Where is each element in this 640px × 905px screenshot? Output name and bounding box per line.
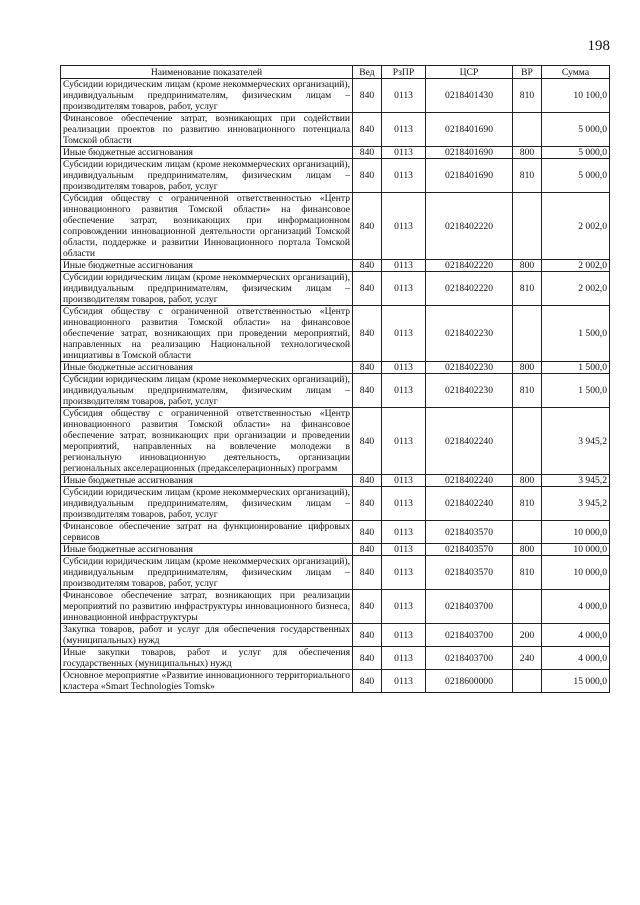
table-row (61, 113, 610, 147)
row-rzpr: 0113 (382, 374, 426, 408)
row-sum: 4 000,0 (542, 647, 610, 670)
row-vr (513, 113, 542, 147)
row-rzpr: 0113 (382, 544, 426, 556)
row-rzpr: 0113 (382, 362, 426, 374)
row-vr (513, 521, 542, 544)
row-csr: 0218403570 (426, 521, 513, 544)
row-ved: 840 (353, 624, 382, 647)
row-rzpr: 0113 (382, 272, 426, 306)
row-rzpr: 0113 (382, 670, 426, 693)
row-ved: 840 (353, 159, 382, 193)
row-sum: 10 000,0 (542, 556, 610, 590)
row-rzpr: 0113 (382, 147, 426, 159)
row-name: Субсидия обществу с ограниченной ответственностью «Центр инновационного развития Томской области» на финансовое обеспечение затрат, возникающих при проведении мероприятий, направленных на реализацию Национальной технологической инициативы в Томской области (61, 306, 353, 362)
row-csr: 0218403700 (426, 590, 513, 624)
row-rzpr: 0113 (382, 260, 426, 272)
table-row (61, 556, 610, 590)
page-number: 198 (587, 38, 610, 54)
row-vr: 800 (513, 147, 542, 159)
row-vr: 810 (513, 556, 542, 590)
row-name: Субсидии юридическим лицам (кроме некоммерческих организаций), индивидуальным предпринимателям, физическим лицам – производителям товаров, работ, услуг (61, 159, 353, 193)
row-name: Субсидия обществу с ограниченной ответственностью «Центр инновационного развития Томской области» на финансовое обеспечение затрат, возникающих при организации и проведении мероприятий, направленных на вовлечение молодежи в региональную инновационную деятельность, организации региональных акселерационных (предакселерационных) программ (61, 408, 353, 475)
row-ved: 840 (353, 113, 382, 147)
row-csr: 0218401690 (426, 159, 513, 193)
budget-table (60, 65, 610, 693)
row-name: Субсидии юридическим лицам (кроме некоммерческих организаций), индивидуальным предпринимателям, физическим лицам – производителям товаров, работ, услуг (61, 556, 353, 590)
table-row (61, 159, 610, 193)
row-name: Субсидии юридическим лицам (кроме некоммерческих организаций), индивидуальным предпринимателям, физическим лицам – производителям товаров, работ, услуг (61, 79, 353, 113)
row-sum: 1 500,0 (542, 362, 610, 374)
row-ved: 840 (353, 556, 382, 590)
row-name: Иные бюджетные ассигнования (61, 147, 353, 159)
table-row (61, 306, 610, 362)
row-sum: 2 002,0 (542, 193, 610, 260)
table-header-row (61, 66, 610, 79)
row-csr: 0218401690 (426, 147, 513, 159)
header-ved: Вед (353, 66, 382, 79)
row-sum: 1 500,0 (542, 306, 610, 362)
row-vr: 800 (513, 260, 542, 272)
row-rzpr: 0113 (382, 408, 426, 475)
row-ved: 840 (353, 487, 382, 521)
row-csr: 0218401690 (426, 113, 513, 147)
header-csr: ЦСР (426, 66, 513, 79)
row-vr (513, 408, 542, 475)
header-vr: ВР (513, 66, 542, 79)
row-vr: 800 (513, 475, 542, 487)
row-ved: 840 (353, 544, 382, 556)
row-sum: 5 000,0 (542, 113, 610, 147)
row-vr: 240 (513, 647, 542, 670)
row-sum: 10 100,0 (542, 79, 610, 113)
row-rzpr: 0113 (382, 556, 426, 590)
table-row (61, 79, 610, 113)
row-rzpr: 0113 (382, 521, 426, 544)
row-ved: 840 (353, 272, 382, 306)
row-sum: 5 000,0 (542, 147, 610, 159)
row-sum: 10 000,0 (542, 544, 610, 556)
row-name: Субсидии юридическим лицам (кроме некоммерческих организаций), индивидуальным предпринимателям, физическим лицам – производителям товаров, работ, услуг (61, 487, 353, 521)
table-row (61, 260, 610, 272)
row-sum: 4 000,0 (542, 624, 610, 647)
row-rzpr: 0113 (382, 624, 426, 647)
row-rzpr: 0113 (382, 590, 426, 624)
row-ved: 840 (353, 521, 382, 544)
row-csr: 0218403700 (426, 624, 513, 647)
row-name: Субсидии юридическим лицам (кроме некоммерческих организаций), индивидуальным предпринимателям, физическим лицам – производителям товаров, работ, услуг (61, 272, 353, 306)
row-rzpr: 0113 (382, 159, 426, 193)
row-csr: 0218403570 (426, 544, 513, 556)
row-ved: 840 (353, 408, 382, 475)
row-sum: 3 945,2 (542, 487, 610, 521)
row-sum: 4 000,0 (542, 590, 610, 624)
row-name: Субсидия обществу с ограниченной ответственностью «Центр инновационного развития Томской области» на финансовое обеспечение затрат, возникающих при информационном сопровождении инновационной деятельности организаций Томской области, поддержке и развитии Инновационного портала Томской области (61, 193, 353, 260)
table-row (61, 475, 610, 487)
table-row (61, 408, 610, 475)
row-vr: 800 (513, 544, 542, 556)
row-ved: 840 (353, 590, 382, 624)
row-rzpr: 0113 (382, 193, 426, 260)
row-rzpr: 0113 (382, 306, 426, 362)
row-ved: 840 (353, 306, 382, 362)
row-ved: 840 (353, 374, 382, 408)
row-name: Финансовое обеспечение затрат на функционирование цифровых сервисов (61, 521, 353, 544)
row-name: Основное мероприятие «Развитие инновационного территориального кластера «Smart Technologies Tomsk» (61, 670, 353, 693)
table-row (61, 670, 610, 693)
row-sum: 10 000,0 (542, 521, 610, 544)
row-ved: 840 (353, 79, 382, 113)
header-rzpr: РзПР (382, 66, 426, 79)
row-vr (513, 590, 542, 624)
row-sum: 2 002,0 (542, 260, 610, 272)
row-sum: 3 945,2 (542, 408, 610, 475)
row-sum: 1 500,0 (542, 374, 610, 408)
row-vr: 810 (513, 272, 542, 306)
row-ved: 840 (353, 147, 382, 159)
row-vr: 810 (513, 487, 542, 521)
row-vr (513, 193, 542, 260)
row-ved: 840 (353, 260, 382, 272)
row-sum: 15 000,0 (542, 670, 610, 693)
row-csr: 0218402220 (426, 193, 513, 260)
row-vr (513, 670, 542, 693)
row-csr: 0218402230 (426, 306, 513, 362)
row-vr: 810 (513, 374, 542, 408)
row-sum: 5 000,0 (542, 159, 610, 193)
table-row (61, 487, 610, 521)
table-row (61, 624, 610, 647)
row-csr: 0218402230 (426, 374, 513, 408)
row-name: Финансовое обеспечение затрат, возникающих при реализации мероприятий по развитию инфраструктуры инновационного бизнеса, инновационной инфраструктуры (61, 590, 353, 624)
row-name: Иные закупки товаров, работ и услуг для обеспечения государственных (муниципальных) нужд (61, 647, 353, 670)
row-name: Иные бюджетные ассигнования (61, 544, 353, 556)
row-csr: 0218600000 (426, 670, 513, 693)
row-sum: 2 002,0 (542, 272, 610, 306)
row-ved: 840 (353, 193, 382, 260)
row-name: Иные бюджетные ассигнования (61, 260, 353, 272)
table-row (61, 147, 610, 159)
table-row (61, 544, 610, 556)
row-csr: 0218402240 (426, 487, 513, 521)
row-name: Субсидии юридическим лицам (кроме некоммерческих организаций), индивидуальным предпринимателям, физическим лицам – производителям товаров, работ, услуг (61, 374, 353, 408)
row-ved: 840 (353, 475, 382, 487)
table-row (61, 272, 610, 306)
row-ved: 840 (353, 647, 382, 670)
row-csr: 0218402220 (426, 260, 513, 272)
row-csr: 0218402230 (426, 362, 513, 374)
table-row (61, 521, 610, 544)
row-csr: 0218403700 (426, 647, 513, 670)
row-csr: 0218401430 (426, 79, 513, 113)
row-name: Иные бюджетные ассигнования (61, 475, 353, 487)
row-csr: 0218402240 (426, 475, 513, 487)
row-rzpr: 0113 (382, 475, 426, 487)
row-csr: 0218402220 (426, 272, 513, 306)
header-name: Наименование показателей (61, 66, 353, 79)
row-vr (513, 306, 542, 362)
table-row (61, 362, 610, 374)
row-rzpr: 0113 (382, 647, 426, 670)
row-name: Закупка товаров, работ и услуг для обеспечения государственных (муниципальных) нужд (61, 624, 353, 647)
row-name: Финансовое обеспечение затрат, возникающих при содействии реализации проектов по развитию инновационного потенциала Томской области (61, 113, 353, 147)
row-rzpr: 0113 (382, 79, 426, 113)
row-vr: 810 (513, 79, 542, 113)
row-vr: 200 (513, 624, 542, 647)
row-vr: 810 (513, 159, 542, 193)
row-csr: 0218403570 (426, 556, 513, 590)
row-name: Иные бюджетные ассигнования (61, 362, 353, 374)
row-rzpr: 0113 (382, 113, 426, 147)
row-ved: 840 (353, 362, 382, 374)
row-vr: 800 (513, 362, 542, 374)
row-csr: 0218402240 (426, 408, 513, 475)
table-row (61, 647, 610, 670)
header-sum: Сумма (542, 66, 610, 79)
table-row (61, 193, 610, 260)
table-row (61, 374, 610, 408)
row-ved: 840 (353, 670, 382, 693)
row-rzpr: 0113 (382, 487, 426, 521)
table-row (61, 590, 610, 624)
row-sum: 3 945,2 (542, 475, 610, 487)
